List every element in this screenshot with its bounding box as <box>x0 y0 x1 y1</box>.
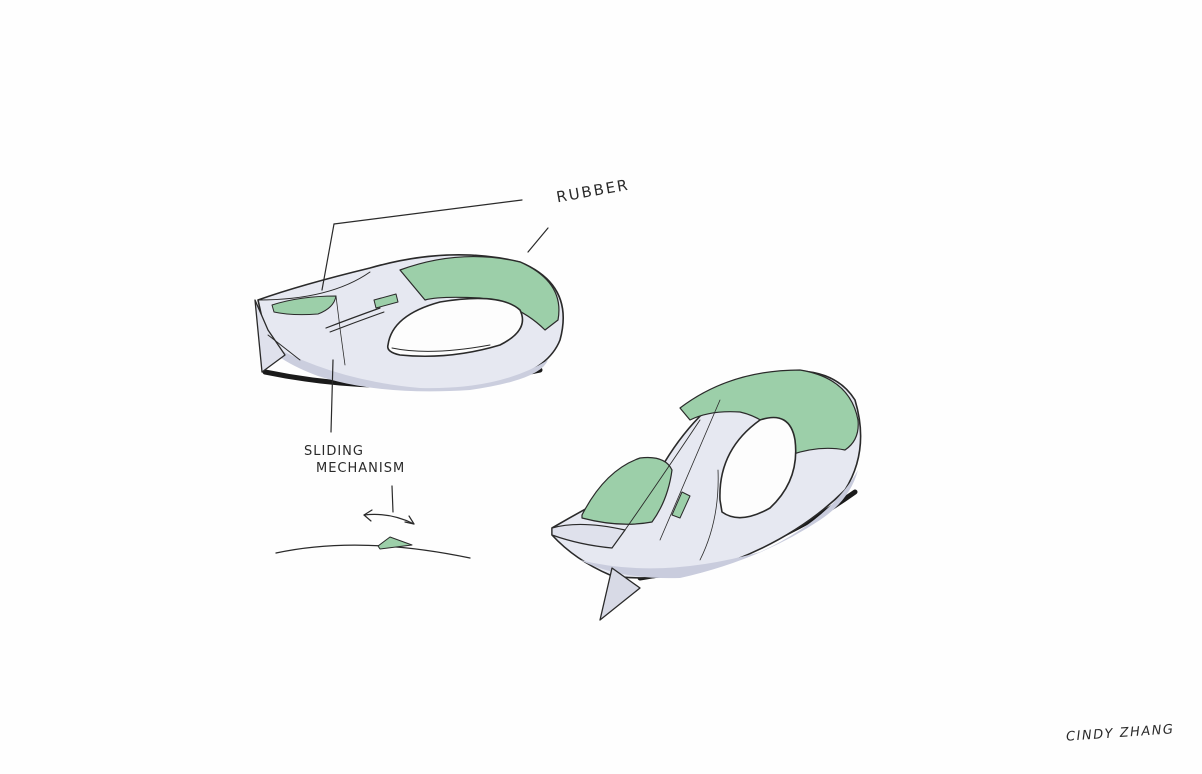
artist-signature: CINDY ZHANG <box>1065 722 1175 745</box>
sliding-annotation-line-2: MECHANISM <box>316 461 406 476</box>
device-side-view <box>255 255 563 392</box>
sliding-mechanism-annotation <box>304 444 405 476</box>
sliding-annotation-line-1: SLIDING <box>304 444 364 459</box>
device-perspective-view <box>552 370 861 620</box>
rubber-annotation: RUBBER <box>554 175 631 207</box>
sliding-mechanism-detail <box>276 510 470 558</box>
